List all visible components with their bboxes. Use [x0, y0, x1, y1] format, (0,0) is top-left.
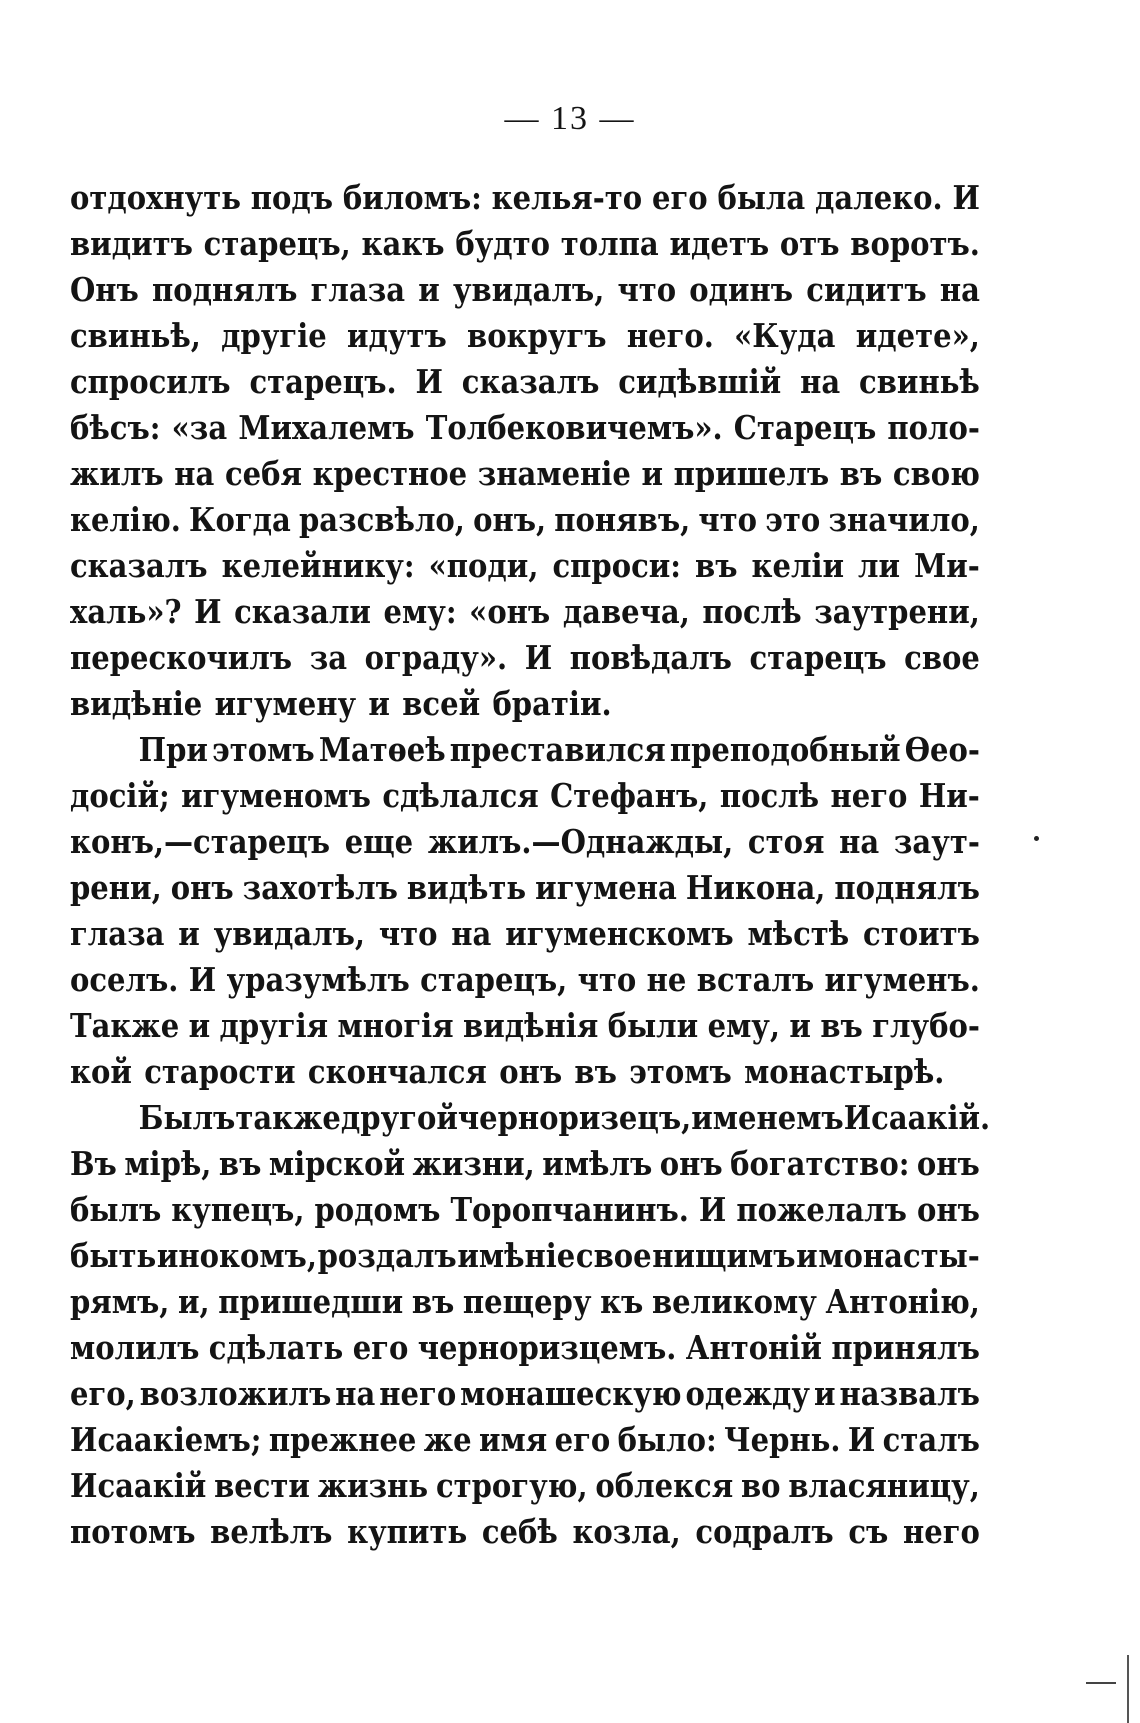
- word: роздалъ: [317, 1236, 457, 1275]
- word: имѣлъ: [542, 1144, 653, 1183]
- text-line: [70, 451, 980, 497]
- word: велѣлъ: [210, 1512, 333, 1551]
- word: захотѣлъ: [242, 868, 398, 907]
- word: него: [830, 776, 908, 815]
- text-line: [70, 1049, 980, 1095]
- word: одежду: [685, 1374, 811, 1413]
- text-line: [70, 681, 980, 727]
- word: этомъ: [629, 1052, 732, 1091]
- word: значило,: [828, 500, 980, 539]
- word: При: [138, 730, 208, 769]
- paragraph: [70, 1095, 991, 1555]
- word: него.: [626, 316, 714, 355]
- word: вокругъ: [467, 316, 607, 355]
- word: подъ: [250, 178, 334, 217]
- word: и: [188, 1006, 211, 1045]
- word: какъ: [361, 224, 445, 263]
- word: купецъ,: [171, 1190, 305, 1229]
- word: еще: [344, 822, 414, 861]
- word: давеча,: [562, 592, 690, 631]
- word: сидѣвшій: [618, 362, 782, 401]
- paragraph: [70, 727, 980, 1095]
- word: на: [174, 454, 215, 493]
- word: сдѣлался: [382, 776, 539, 815]
- word: въ: [574, 1052, 617, 1091]
- word: и,: [178, 1282, 210, 1321]
- word: пришелъ: [673, 454, 830, 493]
- word: вести: [214, 1466, 310, 1505]
- word: Антоній: [685, 1328, 822, 1367]
- word: Чернь.: [724, 1420, 841, 1459]
- word: И: [698, 1190, 727, 1229]
- word: сдѣлать: [208, 1328, 344, 1367]
- word: келейнику:: [221, 546, 415, 585]
- word: видитъ: [70, 224, 193, 263]
- word: былъ: [70, 1190, 162, 1229]
- text-line: [70, 497, 980, 543]
- word: черноризцемъ.: [417, 1328, 677, 1367]
- word: монашескую: [460, 1374, 682, 1413]
- word: келію.: [70, 500, 181, 539]
- text-line: [70, 1371, 980, 1417]
- word: монасты-: [818, 1236, 980, 1275]
- word: на: [335, 1374, 376, 1413]
- word: толпа: [560, 224, 659, 263]
- word: инокомъ,: [156, 1236, 317, 1275]
- text-line: [70, 359, 980, 405]
- word: всей: [402, 684, 481, 723]
- word: именемъ: [691, 1098, 844, 1137]
- word: за: [309, 638, 348, 677]
- word: онъ: [170, 868, 234, 907]
- word: пожелалъ: [736, 1190, 907, 1229]
- word: Торопчанинъ.: [450, 1190, 689, 1229]
- word: И: [188, 960, 217, 999]
- word: онъ,: [473, 500, 547, 539]
- word: онъ: [499, 1052, 563, 1091]
- word: и: [796, 1236, 818, 1275]
- word: на: [800, 362, 841, 401]
- paragraph: [70, 175, 980, 727]
- word: на: [839, 822, 880, 861]
- word: Ми-: [914, 546, 980, 585]
- word: разсвѣло,: [299, 500, 465, 539]
- word: мірской: [268, 1144, 405, 1183]
- word: другой: [340, 1098, 458, 1137]
- word: оселъ.: [70, 960, 179, 999]
- stray-ink-dot: [1034, 836, 1039, 841]
- word: же: [423, 1420, 472, 1459]
- word: свое: [904, 638, 980, 677]
- word: принялъ: [831, 1328, 980, 1367]
- word: богатство:: [730, 1144, 910, 1183]
- word: видѣнія: [463, 1006, 599, 1045]
- word: жилъ: [70, 454, 164, 493]
- word: Когда: [189, 500, 291, 539]
- word: И: [194, 592, 222, 631]
- word: крестное: [312, 454, 468, 493]
- word: было:: [617, 1420, 717, 1459]
- word: далеко.: [815, 178, 943, 217]
- text-line: [70, 911, 980, 957]
- word: игуменскомъ: [505, 914, 734, 953]
- word: воротъ.: [850, 224, 980, 263]
- word: глаза: [70, 914, 165, 953]
- word: него: [902, 1512, 980, 1551]
- word: рени,: [70, 868, 162, 907]
- text-line: [70, 313, 980, 359]
- word: онъ: [916, 1144, 980, 1183]
- word: увидалъ,: [452, 270, 605, 309]
- text-line: [70, 1279, 980, 1325]
- word: купить: [347, 1512, 468, 1551]
- word: поднялъ: [152, 270, 298, 309]
- word: и: [813, 1374, 836, 1413]
- word: скончался: [307, 1052, 487, 1091]
- word: пришедши: [218, 1282, 404, 1321]
- word: И: [847, 1420, 876, 1459]
- word: поло-: [887, 408, 980, 447]
- word: его,: [70, 1374, 136, 1413]
- text-line: [70, 589, 980, 635]
- word: ограду».: [364, 638, 508, 677]
- word: глубо-: [872, 1006, 980, 1045]
- text-line: [70, 1141, 980, 1187]
- word: старецъ.: [249, 362, 397, 401]
- word: братіи.: [492, 684, 612, 723]
- word: старецъ,: [203, 224, 351, 263]
- word: Матѳеѣ: [318, 730, 446, 769]
- word: къ: [600, 1282, 644, 1321]
- word: игуменъ.: [824, 960, 980, 999]
- word: Онъ: [70, 270, 139, 309]
- word: игуменомъ: [181, 776, 371, 815]
- text-line: [70, 221, 980, 267]
- word: Никона,: [685, 868, 826, 907]
- word: келья-то: [491, 178, 643, 217]
- word: конъ,—старецъ: [70, 822, 331, 861]
- word: заутрени,: [814, 592, 980, 631]
- word: отъ: [779, 224, 840, 263]
- word: Стефанъ,: [550, 776, 709, 815]
- word: свое: [575, 1236, 652, 1275]
- word: на: [939, 270, 980, 309]
- word: быть: [70, 1236, 157, 1275]
- word: И: [952, 178, 980, 217]
- text-line: [70, 1509, 980, 1555]
- word: молилъ: [70, 1328, 200, 1367]
- word: отдохнуть: [70, 178, 241, 217]
- word: и: [641, 454, 663, 493]
- text-line: [70, 543, 980, 589]
- word: Старецъ: [733, 408, 877, 447]
- word: его: [554, 1420, 611, 1459]
- word: что: [698, 500, 758, 539]
- word: будто: [455, 224, 551, 263]
- word: И: [524, 638, 553, 677]
- word: Михалемъ: [238, 408, 415, 447]
- word: была: [717, 178, 806, 217]
- word: знаменіе: [477, 454, 631, 493]
- word: спросилъ: [70, 362, 231, 401]
- word: и: [789, 1006, 811, 1045]
- word: досій;: [70, 776, 170, 815]
- word: идете»,: [855, 316, 980, 355]
- word: это: [765, 500, 821, 539]
- word: увидалъ,: [213, 914, 366, 953]
- word: жизнь: [317, 1466, 429, 1505]
- page-edge-line: [1127, 1655, 1129, 1723]
- word: мірѣ,: [124, 1144, 212, 1183]
- word: заут-: [893, 822, 980, 861]
- word: Въ: [70, 1144, 117, 1183]
- text-line: [70, 405, 980, 451]
- word: преподобный: [669, 730, 901, 769]
- word: власяницу,: [788, 1466, 980, 1505]
- word: козла,: [572, 1512, 681, 1551]
- word: всталъ: [696, 960, 815, 999]
- word: пещеру: [462, 1282, 592, 1321]
- word: ему,: [707, 1006, 781, 1045]
- word: себѣ: [481, 1512, 558, 1551]
- word: въ: [411, 1282, 455, 1321]
- word: стоя: [747, 822, 825, 861]
- word: Ни-: [918, 776, 980, 815]
- word: ему:: [383, 592, 457, 631]
- word: игумена: [535, 868, 677, 907]
- word: родомъ: [314, 1190, 441, 1229]
- word: жизни,: [412, 1144, 535, 1183]
- word: въ: [695, 546, 738, 585]
- text-line: [70, 727, 980, 773]
- word: ли: [858, 546, 901, 585]
- text-line: [70, 1325, 980, 1371]
- word: что: [617, 270, 677, 309]
- word: его: [352, 1328, 409, 1367]
- word: въ: [839, 454, 883, 493]
- word: мѣстѣ: [747, 914, 850, 953]
- word: «онъ: [469, 592, 551, 631]
- word: свиньѣ: [859, 362, 980, 401]
- word: идутъ: [347, 316, 447, 355]
- word: преставился: [449, 730, 666, 769]
- word: Былъ: [138, 1098, 236, 1137]
- word: «Куда: [734, 316, 836, 355]
- word: сталъ: [882, 1420, 980, 1459]
- word: послѣ: [702, 592, 802, 631]
- word: старецъ: [749, 638, 887, 677]
- word: Исаакій.: [843, 1098, 991, 1137]
- word: нищимъ: [652, 1236, 796, 1275]
- word: Также: [70, 1006, 180, 1045]
- word: послѣ: [719, 776, 820, 815]
- text-line: [70, 1187, 980, 1233]
- word: видѣніе: [70, 684, 203, 723]
- word: биломъ:: [342, 178, 482, 217]
- word: имѣніе: [457, 1236, 576, 1275]
- word: многія: [337, 1006, 454, 1045]
- word: рямъ,: [70, 1282, 170, 1321]
- word: понявъ,: [554, 500, 691, 539]
- text-line: [70, 1095, 991, 1141]
- word: другіе: [221, 316, 327, 355]
- word: и: [368, 684, 390, 723]
- word: глаза: [310, 270, 406, 309]
- word: во: [740, 1466, 781, 1505]
- word: Толбековичемъ».: [425, 408, 723, 447]
- word: прежнее: [268, 1420, 417, 1459]
- word: были: [607, 1006, 699, 1045]
- word: на: [451, 914, 492, 953]
- word: видѣть: [406, 868, 527, 907]
- word: что: [577, 960, 637, 999]
- word: и: [178, 914, 200, 953]
- word: келіи: [751, 546, 845, 585]
- text-line: [70, 1233, 980, 1279]
- word: монастырѣ.: [744, 1052, 945, 1091]
- text-line: [70, 267, 980, 313]
- word: облекся: [595, 1466, 734, 1505]
- word: возложилъ: [139, 1374, 332, 1413]
- text-line: [70, 1417, 980, 1463]
- word: черноризецъ,: [457, 1098, 692, 1137]
- word: его: [651, 178, 708, 217]
- text-body: [70, 175, 991, 1555]
- word: повѣдалъ: [569, 638, 732, 677]
- word: старости: [144, 1052, 296, 1091]
- text-line: [70, 1003, 980, 1049]
- word: онъ: [916, 1190, 980, 1229]
- word: кой: [70, 1052, 132, 1091]
- word: и: [418, 270, 440, 309]
- word: онъ: [659, 1144, 723, 1183]
- word: поднялъ: [834, 868, 980, 907]
- word: Исаакій: [70, 1466, 207, 1505]
- word: другія: [219, 1006, 329, 1045]
- word: спроси:: [552, 546, 682, 585]
- word: сказали: [234, 592, 371, 631]
- word: уразумѣлъ: [226, 960, 410, 999]
- word: него: [379, 1374, 457, 1413]
- word: въ: [820, 1006, 863, 1045]
- word: идетъ: [669, 224, 770, 263]
- text-line: [70, 175, 980, 221]
- word: И: [415, 362, 443, 401]
- text-line: [70, 773, 980, 819]
- word: Ѳео-: [904, 730, 980, 769]
- word: игумену: [214, 684, 357, 723]
- word: стоитъ: [863, 914, 980, 953]
- word: въ: [218, 1144, 262, 1183]
- text-line: [70, 1463, 980, 1509]
- word: назвалъ: [839, 1374, 980, 1413]
- text-line: [70, 865, 980, 911]
- margin-tick-mark: [1086, 1682, 1116, 1684]
- word: одинъ: [689, 270, 794, 309]
- word: «за: [171, 408, 228, 447]
- word: потомъ: [70, 1512, 196, 1551]
- word: «поди,: [428, 546, 539, 585]
- word: перескочилъ: [70, 638, 293, 677]
- text-line: [70, 957, 980, 1003]
- word: старецъ,: [420, 960, 568, 999]
- word: содралъ: [695, 1512, 834, 1551]
- word: свиньѣ,: [70, 316, 201, 355]
- text-line: [70, 819, 980, 865]
- word: сказалъ: [461, 362, 600, 401]
- word: великому: [651, 1282, 817, 1321]
- word: строгую,: [435, 1466, 588, 1505]
- word: что: [378, 914, 438, 953]
- word: съ: [848, 1512, 889, 1551]
- word: имя: [478, 1420, 548, 1459]
- text-line: [70, 635, 980, 681]
- word: жилъ.—Однажды,: [427, 822, 734, 861]
- word: также: [235, 1098, 341, 1137]
- word: Исаакіемъ;: [70, 1420, 262, 1459]
- word: Антонію,: [825, 1282, 980, 1321]
- word: этомъ: [212, 730, 315, 769]
- word: сказалъ: [70, 546, 208, 585]
- word: не: [646, 960, 687, 999]
- page-number: — 13 —: [504, 100, 636, 137]
- word: свою: [892, 454, 980, 493]
- word: халь»?: [70, 592, 182, 631]
- word: себя: [224, 454, 302, 493]
- word: бѣсъ:: [70, 408, 161, 447]
- word: сидитъ: [806, 270, 927, 309]
